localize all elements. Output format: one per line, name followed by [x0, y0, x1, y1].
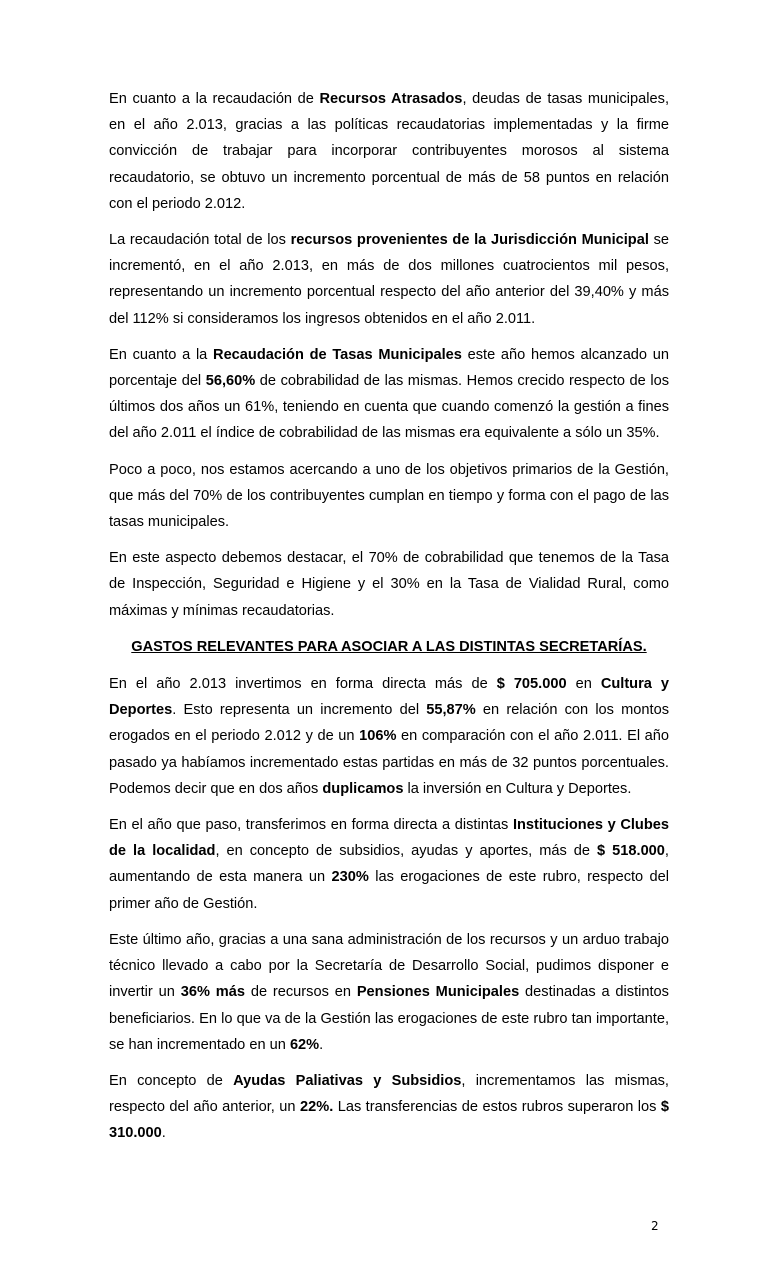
- body-section-expenses: [109, 671, 669, 1146]
- text-run: Este último año, gracias a una sana administración de los recursos y un arduo trabajo técnico llevado a cabo por la Secretaría de Desarrollo Social, pudimos disponer e invertir un: [109, 931, 669, 1001]
- bold-text: duplicamos: [322, 780, 404, 797]
- revenue-paragraph-3: [109, 342, 669, 447]
- bold-text: 106%: [359, 728, 397, 745]
- bold-text: Cultura y Deportes: [109, 676, 670, 719]
- expenses-paragraph-2: [109, 812, 669, 917]
- bold-text: 56,60%: [205, 373, 256, 390]
- bold-text: Ayudas Paliativas y Subsidios: [233, 1072, 462, 1089]
- bold-text: $ 705.000: [496, 676, 567, 693]
- text-run: este año hemos alcanzado un porcentaje del: [109, 346, 669, 390]
- text-run: Poco a poco, nos estamos acercando a uno de los objetivos primarios de la Gestión, que más del 70% de los contribuyentes cumplan en tiempo y forma con el pago de las tasas municipales.: [109, 461, 669, 531]
- text-run: .: [161, 1125, 166, 1142]
- bold-text: 62%: [289, 1036, 320, 1053]
- bold-text: 55,87%: [426, 702, 476, 719]
- text-run: de recursos en: [244, 984, 357, 1001]
- bold-text: 36% más: [180, 984, 245, 1001]
- text-run: en comparación con el año 2.011. El año pasado ya habíamos incrementado estas partidas en más de 32 puntos porcentuales. Podemos decir que en dos años: [109, 728, 669, 797]
- text-run: . Esto representa un incremento del: [172, 702, 427, 719]
- text-run: se incrementó, en el año 2.013, en más de dos millones cuatrocientos mil pesos, representando un incremento porcentual respecto del año anterior del 39,40% y más del 112% si consideramos los ingresos obtenidos en el año 2.011.: [109, 232, 669, 327]
- text-run: La recaudación total de los: [109, 232, 291, 249]
- text-run: , incrementamos las mismas, respecto del año anterior, un: [109, 1072, 669, 1116]
- text-run: En concepto de: [109, 1072, 234, 1089]
- bold-text: Recaudación de Tasas Municipales: [213, 346, 462, 363]
- bold-text: Instituciones y Clubes de la localidad: [109, 817, 669, 860]
- expenses-paragraph-4: [109, 1068, 669, 1147]
- section-heading: GASTOS RELEVANTES PARA ASOCIAR A LAS DISTINTAS SECRETARÍAS.: [131, 638, 647, 655]
- bold-text: $ 310.000: [109, 1099, 669, 1142]
- text-run: en relación con los montos erogados en el periodo 2.012 y de un: [109, 702, 670, 745]
- text-run: las erogaciones de este rubro, respecto del primer año de Gestión.: [109, 869, 670, 912]
- text-run: de cobrabilidad de las mismas. Hemos crecido respecto de los últimos dos años un 61%, teniendo en cuenta que cuando comenzó la gestión a fines del año 2.011 el índice de cobrabilidad de las mismas era equivalente a sólo un 35%.: [109, 373, 669, 442]
- text-run: destinadas a distintos beneficiarios. En lo que va de la Gestión las erogaciones de este rubro tan importante, se han incrementado en un: [109, 984, 669, 1053]
- page-number: 2: [651, 1219, 659, 1233]
- revenue-paragraph-4: [109, 457, 669, 536]
- bold-text: 230%: [331, 869, 369, 886]
- text-run: En el año 2.013 invertimos en forma directa más de: [109, 676, 497, 693]
- body-section-revenue: [109, 86, 669, 624]
- text-run: , deudas de tasas municipales, en el año 2.013, gracias a las políticas recaudatorias implementadas y la firme convicción de trabajar para incorporar contribuyentes morosos al sistema recaudatorio, se obtuvo un incremento porcentual de más de 58 puntos en relación con el periodo 2.012.: [109, 91, 669, 212]
- text-run: , aumentando de esta manera un: [109, 843, 669, 886]
- text-run: En el año que paso, transferimos en forma directa a distintas: [109, 817, 513, 834]
- revenue-paragraph-2: [109, 227, 669, 332]
- revenue-paragraph-5: [109, 545, 669, 624]
- text-run: .: [319, 1036, 324, 1053]
- text-run: , en concepto de subsidios, ayudas y aportes, más de: [215, 843, 598, 860]
- expenses-paragraph-1: [109, 671, 669, 802]
- bold-text: recursos provenientes de la Jurisdicción Municipal: [290, 232, 649, 249]
- document-page: [109, 86, 669, 1157]
- bold-text: $ 518.000: [597, 843, 665, 860]
- text-run: en: [566, 676, 601, 693]
- revenue-paragraph-1: [109, 86, 669, 217]
- text-run: Las transferencias de estos rubros superaron los: [333, 1099, 661, 1116]
- bold-text: Pensiones Municipales: [356, 984, 520, 1001]
- text-run: En cuanto a la: [109, 346, 214, 363]
- text-run: la inversión en Cultura y Deportes.: [403, 780, 632, 797]
- text-run: En este aspecto debemos destacar, el 70% de cobrabilidad que tenemos de la Tasa de Inspección, Seguridad e Higiene y el 30% en la Tasa de Vialidad Rural, como máximas y mínimas recaudatorias.: [109, 550, 669, 619]
- bold-text: 22%.: [300, 1099, 334, 1116]
- bold-text: Recursos Atrasados: [319, 91, 463, 107]
- text-run: En cuanto a la recaudación de: [109, 91, 320, 107]
- expenses-paragraph-3: [109, 927, 669, 1058]
